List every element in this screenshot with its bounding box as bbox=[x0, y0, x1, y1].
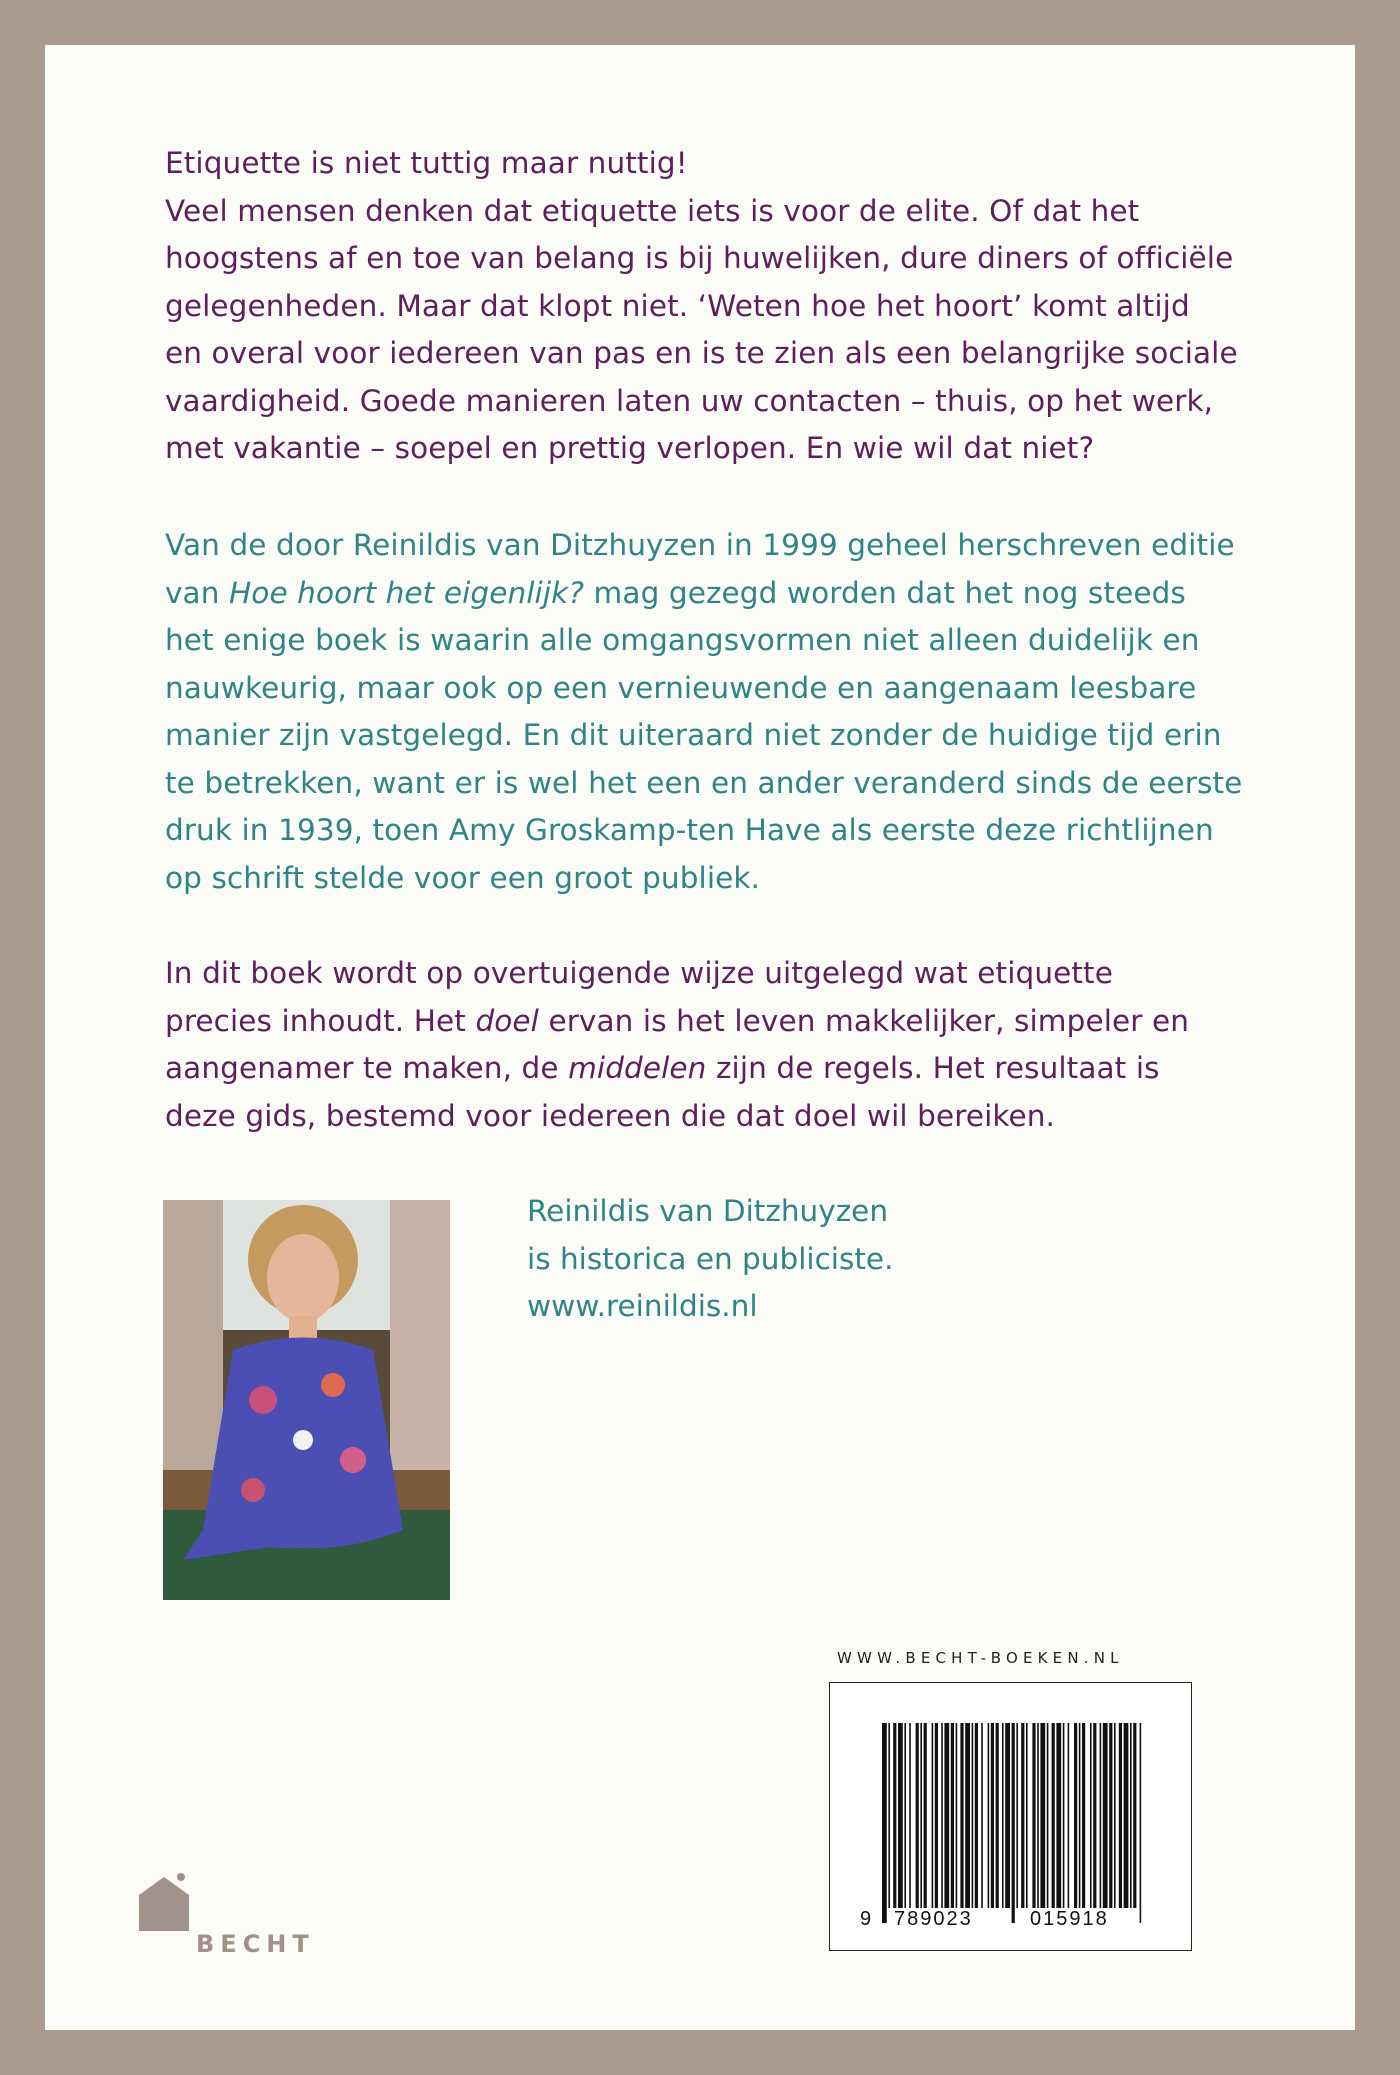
intro-line: vaardigheid. Goede manieren laten uw contacten – thuis, op het werk, bbox=[165, 383, 1214, 418]
isbn-barcode bbox=[829, 1682, 1192, 1951]
barcode-bar bbox=[932, 1723, 934, 1908]
portrait-illustration bbox=[163, 1200, 450, 1600]
barcode-bars bbox=[830, 1683, 1191, 1950]
barcode-bar bbox=[1119, 1723, 1122, 1908]
intro-line: Etiquette is niet tuttig maar nuttig! bbox=[165, 146, 688, 180]
barcode-bar bbox=[924, 1723, 927, 1908]
edition-line: te betrekken, want er is wel het een en ander veranderd sinds de eerste bbox=[165, 765, 1243, 800]
book-title: Hoe hoort het eigenlijk? bbox=[229, 575, 585, 610]
barcode-bar bbox=[1021, 1723, 1024, 1908]
barcode-bar bbox=[1002, 1723, 1004, 1908]
intro-paragraph bbox=[165, 140, 1245, 473]
barcode-bar bbox=[944, 1723, 949, 1908]
isbn-prefix: 9 bbox=[860, 1908, 872, 1930]
intro-line: Veel mensen denken dat etiquette iets is voor de elite. Of dat het bbox=[165, 193, 1140, 228]
barcode-bar bbox=[893, 1723, 896, 1908]
publisher-website[interactable]: WWW.BECHT-BOEKEN.NL bbox=[837, 1649, 1124, 1667]
purpose-line bbox=[165, 1045, 1245, 1093]
barcode-bar bbox=[882, 1723, 887, 1923]
barcode-bar bbox=[898, 1723, 903, 1908]
barcode-bar bbox=[1037, 1723, 1039, 1908]
barcode-bar bbox=[1040, 1723, 1045, 1908]
isbn-group-right: 015918 bbox=[1030, 1908, 1109, 1930]
edition-line: manier zijn vastgelegd. En dit uiteraard niet zonder de huidige tijd erin bbox=[165, 718, 1222, 752]
barcode-bar bbox=[920, 1723, 922, 1908]
purpose-line: deze gids, bestemd voor iedereen die dat doel wil bereiken. bbox=[165, 1098, 1056, 1133]
purpose-paragraph bbox=[165, 950, 1245, 1140]
barcode-bar bbox=[916, 1723, 919, 1908]
intro-line: gelegenheden. Maar dat klopt niet. ‘Weten hoe het hoort’ komt altijd bbox=[165, 288, 1190, 323]
text-fragment: zijn de regels. Het resultaat is bbox=[706, 1051, 1160, 1085]
text-fragment: aangenamer te maken, de bbox=[165, 1051, 569, 1085]
barcode-bar bbox=[1047, 1723, 1049, 1908]
barcode-bar bbox=[1109, 1723, 1112, 1908]
barcode-bar bbox=[988, 1723, 990, 1908]
barcode-bar bbox=[1056, 1723, 1061, 1908]
barcode-bar bbox=[1012, 1723, 1015, 1923]
house-icon bbox=[137, 1873, 191, 1933]
barcode-bar bbox=[1063, 1723, 1065, 1908]
barcode-bar bbox=[996, 1723, 999, 1908]
barcode-bar bbox=[888, 1723, 890, 1908]
emphasis-middelen: middelen bbox=[568, 1051, 707, 1085]
barcode-bar bbox=[1082, 1723, 1085, 1908]
barcode-bar bbox=[1052, 1723, 1055, 1908]
barcode-bar bbox=[960, 1723, 963, 1908]
back-cover bbox=[45, 45, 1355, 2030]
edition-line: nauwkeurig, maar ook op een vernieuwende en aangenaam leesbare bbox=[165, 670, 1197, 705]
text-fragment: precies inhoudt. Het bbox=[165, 1003, 476, 1038]
barcode-bar bbox=[1074, 1723, 1077, 1908]
barcode-bar bbox=[965, 1723, 970, 1908]
purpose-line bbox=[165, 998, 1245, 1046]
text-fragment: mag gezegd worden dat het nog steeds bbox=[584, 575, 1186, 610]
barcode-bar bbox=[1140, 1723, 1142, 1923]
barcode-bar bbox=[935, 1723, 938, 1908]
barcode-bar bbox=[904, 1723, 906, 1908]
barcode-bar bbox=[1068, 1723, 1070, 1908]
barcode-bar bbox=[1114, 1723, 1116, 1908]
author-description: is historica en publiciste. bbox=[527, 1241, 894, 1276]
barcode-bar bbox=[1100, 1723, 1102, 1908]
barcode-bar bbox=[1016, 1723, 1018, 1908]
barcode-bar bbox=[981, 1723, 983, 1908]
isbn-group-left: 789023 bbox=[894, 1908, 973, 1930]
edition-line bbox=[165, 570, 1245, 618]
barcode-bar bbox=[1133, 1723, 1136, 1908]
author-website[interactable]: www.reinildis.nl bbox=[527, 1289, 758, 1323]
barcode-bar bbox=[1005, 1723, 1010, 1908]
barcode-bar bbox=[1032, 1723, 1035, 1908]
text-fragment: van bbox=[165, 575, 230, 610]
barcode-bar bbox=[1079, 1723, 1081, 1908]
author-name: Reinildis van Ditzhuyzen bbox=[527, 1194, 889, 1228]
barcode-bar bbox=[951, 1723, 954, 1908]
edition-line: op schrift stelde voor een groot publiek. bbox=[165, 860, 761, 895]
barcode-bar bbox=[1026, 1723, 1028, 1908]
author-bio bbox=[527, 1188, 893, 1331]
edition-line: druk in 1939, toen Amy Groskamp-ten Have als eerste deze richtlijnen bbox=[165, 813, 1214, 847]
barcode-bar bbox=[1130, 1723, 1132, 1908]
barcode-bar bbox=[1103, 1723, 1108, 1908]
barcode-bar bbox=[975, 1723, 978, 1908]
barcode-bar bbox=[1090, 1723, 1092, 1908]
barcode-bar bbox=[1124, 1723, 1129, 1908]
edition-paragraph bbox=[165, 522, 1245, 902]
purpose-line: In dit boek wordt op overtuigende wijze uitgelegd wat etiquette bbox=[165, 956, 1113, 990]
author-portrait bbox=[163, 1200, 450, 1600]
barcode-bar bbox=[991, 1723, 994, 1908]
intro-line: en overal voor iedereen van pas en is te zien als een belangrijke sociale bbox=[165, 336, 1238, 370]
edition-line: het enige boek is waarin alle omgangsvormen niet alleen duidelijk en bbox=[165, 623, 1200, 657]
barcode-bar bbox=[909, 1723, 911, 1908]
barcode-bar bbox=[972, 1723, 974, 1908]
text-fragment: ervan is het leven makkelijker, simpeler en bbox=[538, 1003, 1189, 1038]
emphasis-doel: doel bbox=[475, 1003, 539, 1038]
intro-line: hoogstens af en toe van belang is bij huwelijken, dure diners of officiële bbox=[165, 241, 1234, 275]
barcode-bar bbox=[1093, 1723, 1096, 1908]
edition-line: Van de door Reinildis van Ditzhuyzen in 1999 geheel herschreven editie bbox=[165, 528, 1235, 562]
intro-line: met vakantie – soepel en prettig verlopen. En wie wil dat niet? bbox=[165, 431, 1095, 465]
barcode-bar bbox=[956, 1723, 958, 1908]
barcode-bar bbox=[941, 1723, 943, 1908]
publisher-logo-text: BECHT bbox=[196, 1930, 315, 1958]
